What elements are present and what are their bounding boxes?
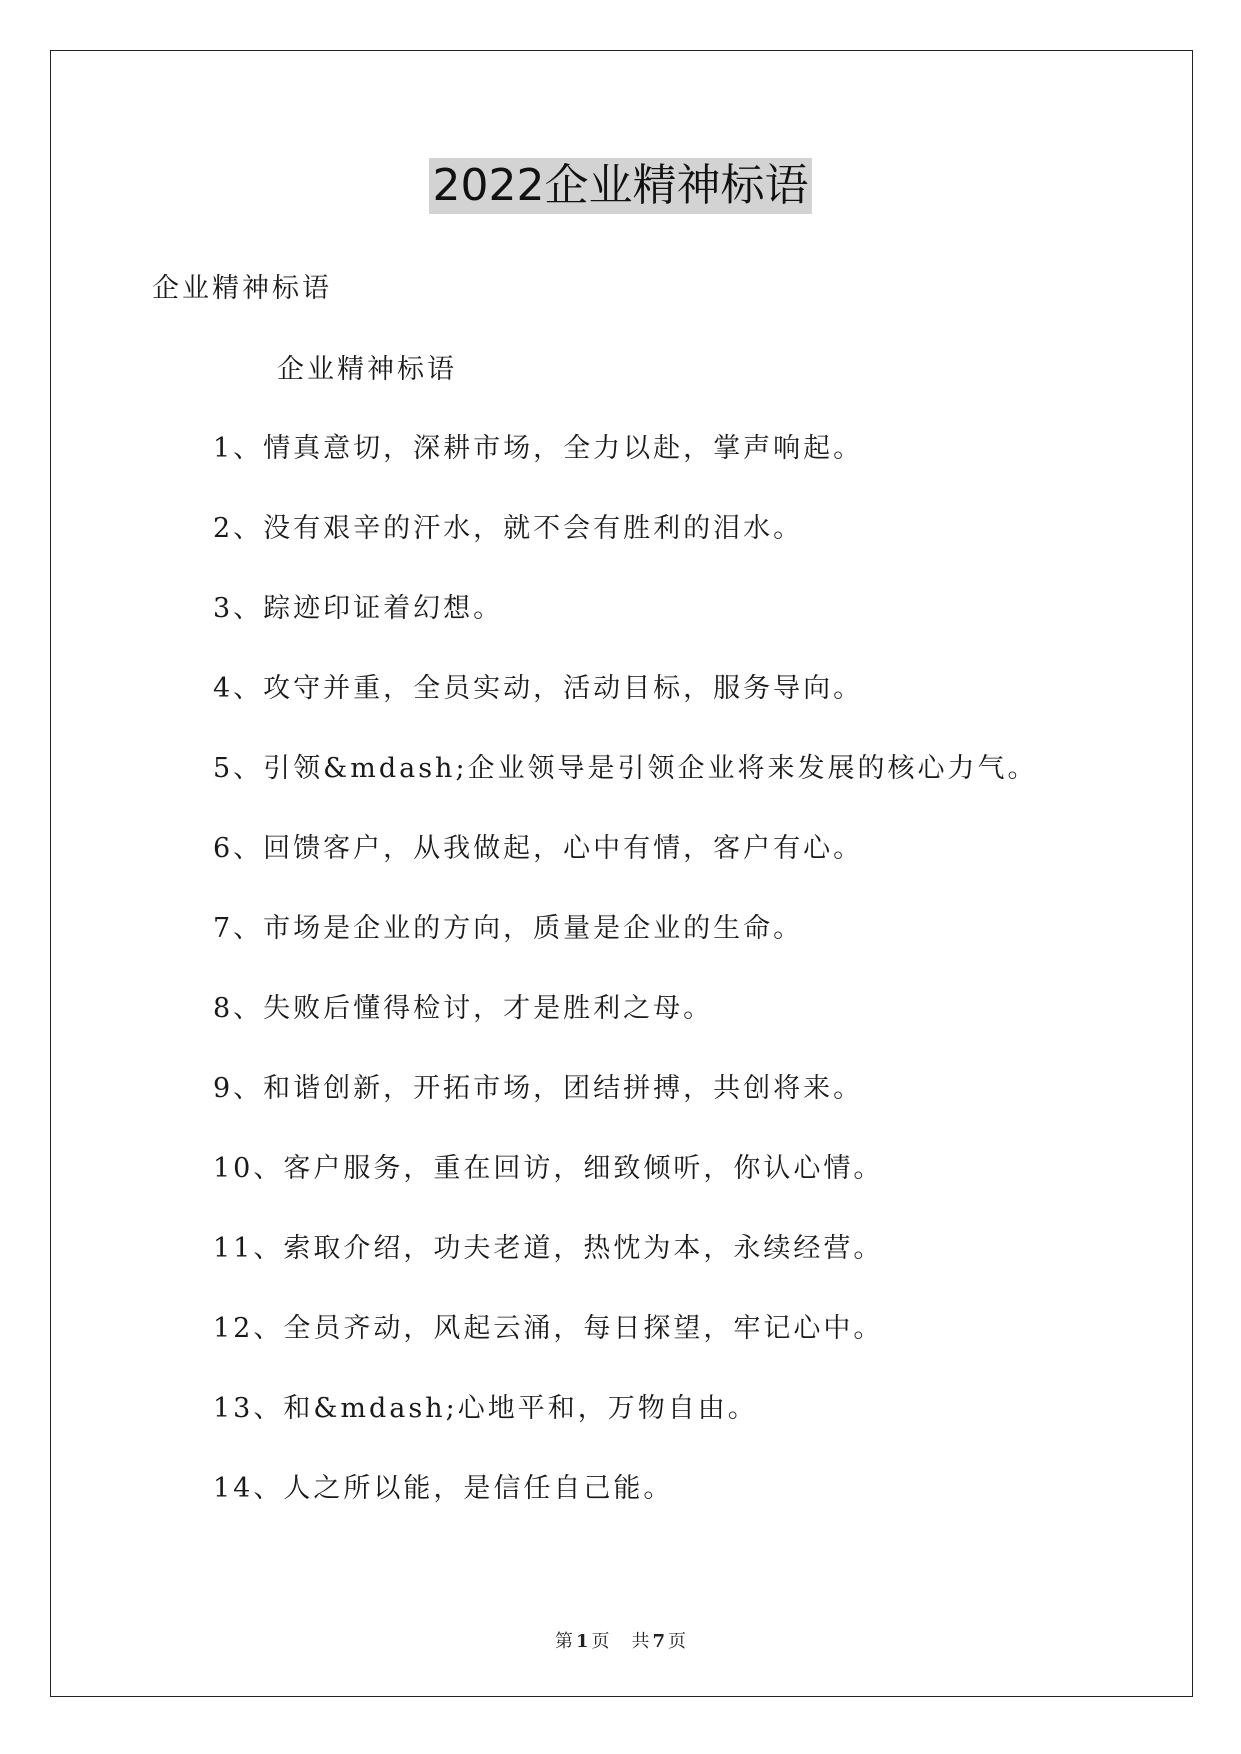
slogan-item: 6、回馈客户，从我做起，心中有情，客户有心。: [213, 833, 864, 864]
slogan-item: 9、和谐创新，开拓市场，团结拼搏，共创将来。: [213, 1073, 864, 1104]
total-suffix: 页: [668, 1631, 687, 1652]
slogan-item: 12、全员齐动，风起云涌，每日探望，牢记心中。: [213, 1313, 884, 1344]
slogan-item: 14、人之所以能，是信任自己能。: [213, 1473, 674, 1504]
total-pages: 7: [652, 1631, 666, 1652]
slogan-item: 13、和&mdash;心地平和，万物自由。: [213, 1393, 758, 1424]
slogan-item: 10、客户服务，重在回访，细致倾听，你认心情。: [213, 1153, 884, 1184]
title-container: [0, 158, 1241, 214]
page-prefix: 第: [554, 1631, 573, 1652]
document-subtitle: 企业精神标语: [152, 273, 332, 304]
slogan-item: 11、索取介绍，功夫老道，热忱为本，永续经营。: [213, 1233, 884, 1264]
slogan-item: 8、失败后懂得检讨，才是胜利之母。: [213, 993, 714, 1024]
total-prefix: 共: [631, 1631, 650, 1652]
document-title: 2022企业精神标语: [429, 158, 813, 214]
page-suffix: 页: [591, 1631, 610, 1652]
slogan-item: 5、引领&mdash;企业领导是引领企业将来发展的核心力气。: [213, 753, 1038, 784]
slogan-item: 4、攻守并重，全员实动，活动目标，服务导向。: [213, 673, 864, 704]
slogan-item: 1、情真意切，深耕市场，全力以赴，掌声响起。: [213, 433, 864, 464]
page-number: 1: [575, 1631, 589, 1652]
slogan-item: 7、市场是企业的方向，质量是企业的生命。: [213, 913, 804, 944]
page-footer: [0, 1630, 1241, 1654]
slogan-item: 3、踪迹印证着幻想。: [213, 593, 504, 624]
slogan-item: 2、没有艰辛的汗水，就不会有胜利的泪水。: [213, 513, 804, 544]
section-heading: 企业精神标语: [277, 354, 457, 385]
